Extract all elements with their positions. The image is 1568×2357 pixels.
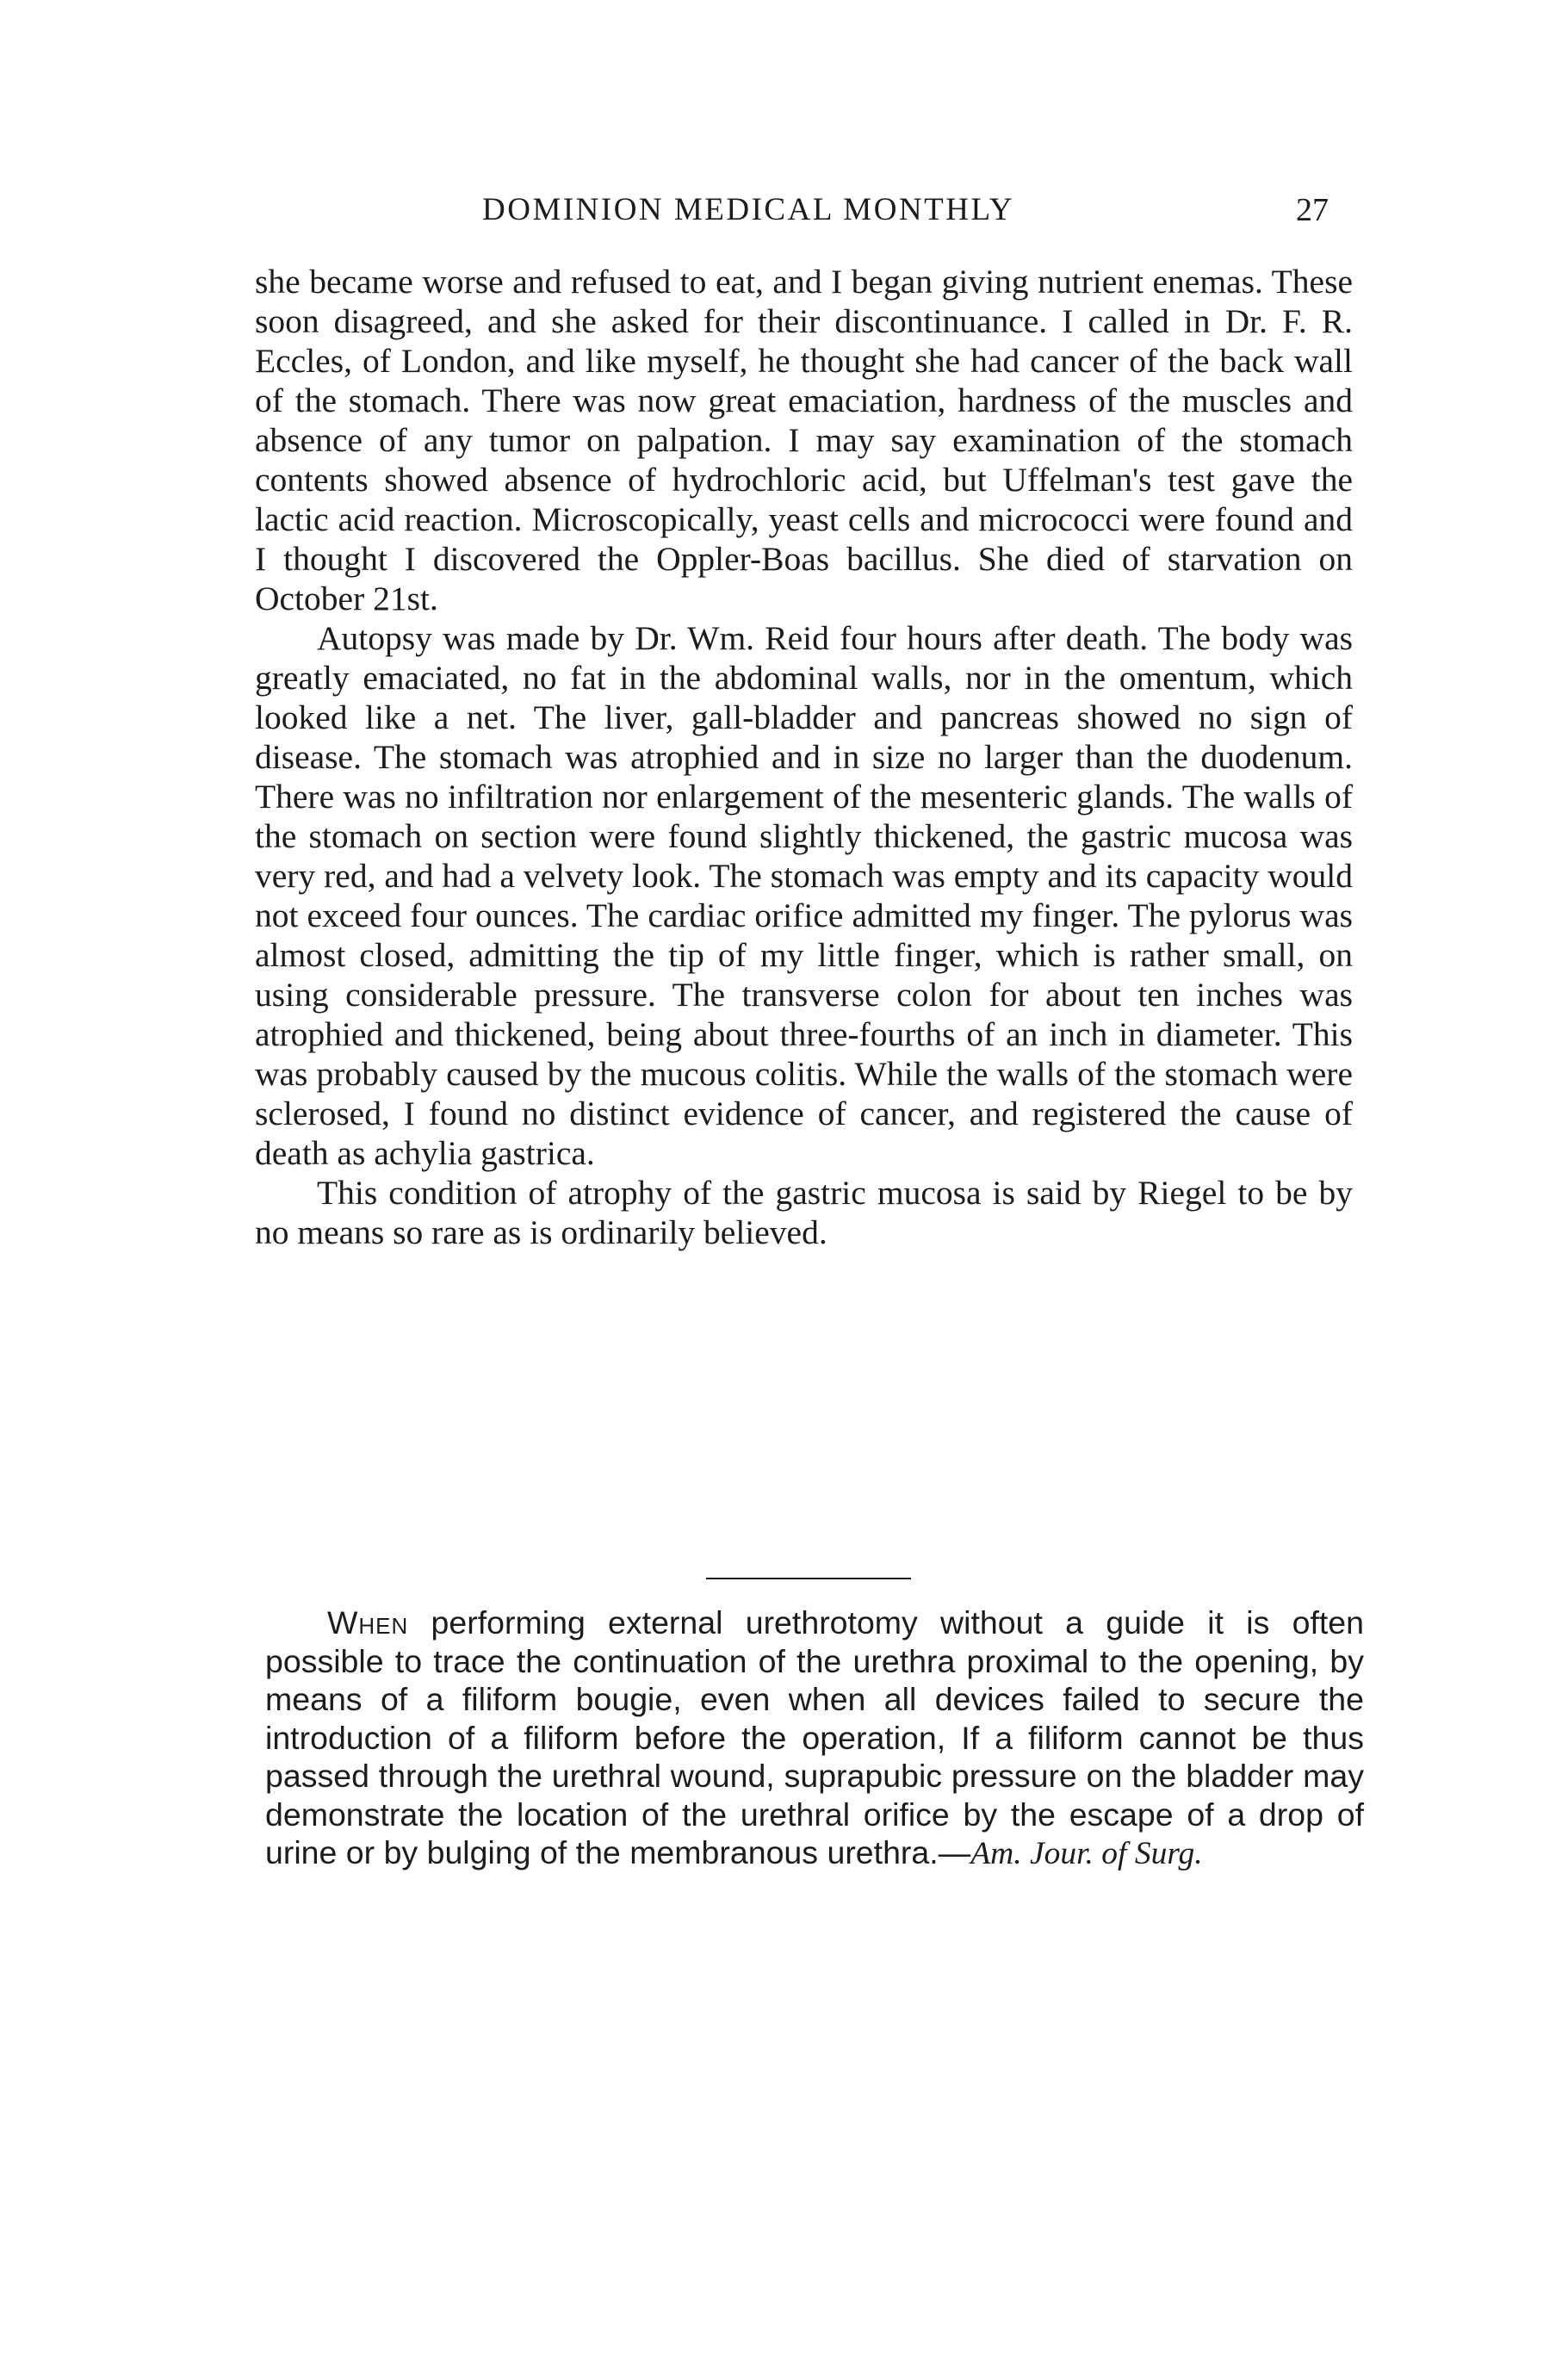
urethrotomy-note [265,1603,1364,1874]
section-divider [706,1578,911,1579]
note-lead-word: When [327,1604,409,1641]
note-source-citation: Am. Jour. of Surg. [970,1836,1203,1871]
article-body [255,262,1353,1252]
running-header [0,191,1568,243]
journal-title: DOMINION MEDICAL MONTHLY [482,192,1015,227]
note-text: performing external urethrotomy without a guide it is often possible to trace the continuation of the urethra proximal to the opening, by means of a filiform bougie, even when all devices failed to secure the introduction of a filiform before the operation, If a filiform cannot be thus passed through the urethral wound, suprapubic pressure on the bladder may demonstrate the location of the urethral orifice by the escape of a drop of urine or by bulging of the membranous urethra.— [265,1604,1364,1870]
article-paragraph-conclusion: This condition of atrophy of the gastric mucosa is said by Riegel to be by no means so rare as is ordinarily believed. [255,1174,1353,1251]
note-paragraph [265,1603,1364,1874]
page-number: 27 [1296,192,1329,228]
article-paragraph-autopsy: Autopsy was made by Dr. Wm. Reid four hours after death. The body was greatly emaciated, no fat in the abdominal walls, nor in the omentum, which looked like a net. The liver, gall-bladder and pancreas showed no sign of disease. The stomach was atrophied and in size no larger than the duodenum. There was no infiltration nor enlargement of the mesenteric glands. The walls of the stomach on section were found slightly thickened, the gastric mucosa was very red, and had a velvety look. The stomach was empty and its capacity would not exceed four ounces. The cardiac orifice admitted my finger. The pylorus was almost closed, admitting the tip of my little finger, which is rather small, on using considerable pressure. The transverse colon for about ten inches was atrophied and thickened, being about three-fourths of an inch in diameter. This was probably caused by the mucous colitis. While the walls of the stomach were sclerosed, I found no distinct evidence of cancer, and registered the cause of death as achylia gastrica. [255,619,1353,1172]
article-paragraph-continued: she became worse and refused to eat, and I began giving nutrient enemas. These soon disagreed, and she asked for their discontinuance. I called in Dr. F. R. Eccles, of London, and like myself, he thought she had cancer of the back wall of the stomach. There was now great emaciation, hardness of the muscles and absence of any tumor on palpation. I may say examination of the stomach contents showed absence of hydrochloric acid, but Uffelman's test gave the lactic acid reaction. Microscopically, yeast cells and micrococci were found and I thought I discovered the Oppler-Boas bacillus. She died of starvation on October 21st. [255,263,1353,617]
